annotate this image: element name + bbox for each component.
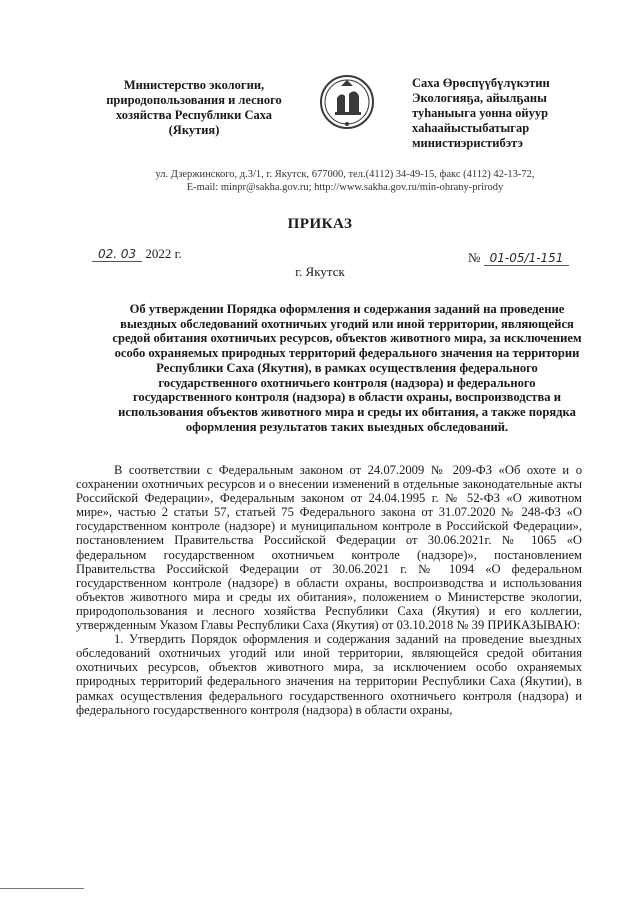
ministry-sah-line-3: туһаныыга уонна ойуур: [412, 106, 549, 120]
handwritten-date: 02. 03: [92, 247, 142, 262]
order-year: 2022 г.: [145, 246, 182, 261]
ministry-address: [110, 168, 580, 194]
order-date: [92, 246, 182, 262]
ministry-name-russian: Министерство экологии, природопользования и лесного хозяйства Республики Саха (Якутия): [106, 78, 282, 137]
address-line: ул. Дзержинского, д.3/1, г. Якутск, 677000, тел.(4112) 34-49-15, факс (4112) 42-13-72,: [155, 169, 535, 180]
order-subject: Об утверждении Порядка оформления и содержания заданий на проведение выездных обследований охотничьих угодий или иной территории, являющейся средой обитания охотничьих ресурсов, объектов животного мира, за исключением особо охраняемых природных территорий федерального значения на территории Республики Саха (Якутия), в рамках осуществления федерального государственного охотничьего контроля (надзора) и федерального государственного контроля (надзора) в области охраны, воспроизводства и использования объектов животного мира и среды их обитания, а также порядка оформления результатов таких выездных обследований.: [112, 302, 582, 434]
ministry-sah-line-4: хаһаайыстыбатыгар: [412, 121, 530, 135]
ministry-sah-line-1: Саха Өрөспүүбүлүкэтин: [412, 76, 550, 90]
contact-line[interactable]: E-mail: minpr@sakha.gov.ru; http://www.sakha.gov.ru/min-ohrany-prirody: [186, 182, 504, 193]
order-title: ПРИКАЗ: [287, 216, 353, 232]
order-body: [76, 463, 582, 717]
handwritten-number: 01-05/1-151: [484, 251, 570, 266]
footer-divider: [0, 888, 84, 889]
republic-sakha-coat-of-arms-icon: [319, 72, 375, 132]
preamble-paragraph: В соответствии с Федеральным законом от 24.07.2009 № 209-ФЗ «Об охоте и о сохранении охотничьих ресурсов и о внесении изменений в отдельные законодательные акты Российской Федерации», Федеральным законом от 24.04.1995 г. № 52-ФЗ «О животном мире», частью 2 статьи 57, статьей 75 Федерального закона от 31.07.2020 № 248-ФЗ «О государственном контроле (надзоре) и муниципальном контроле в Российской Федерации», постановлением Правительства Российской Федерации от 30.06.2021г. № 1065 «О федеральном государственном охотничьем контроле (надзоре)», постановлением Правительства Российской Федерации от 30.06.2021 г. № 1094 «О федеральном государственном контроле (надзоре) в области охраны, воспроизводства и использования объектов животного мира и среды их обитания», положением о Министерстве экологии, природопользования и лесного хозяйства Республики Саха (Якутия) и его коллегии, утвержденным Указом Главы Республики Саха (Якутия) от 03.10.2018 № 39 ПРИКАЗЫВАЮ:: [76, 463, 582, 633]
ministry-name-sakha: [412, 76, 602, 151]
ministry-sah-line-5: министиэристибэтэ: [412, 136, 523, 150]
ministry-sah-line-2: Экологияҕа, айылҕаны: [412, 91, 547, 105]
clause-1-paragraph: 1. Утвердить Порядок оформления и содержания заданий на проведение выездных обследований охотничьих угодий или иной территории, являющейся средой обитания охотничьих ресурсов, объектов животного мира, за исключением особо охраняемых природных территорий федерального значения на территории Республики Саха (Якутии), в рамках осуществления федерального государственного охотничьего контроля (надзора) и федерального государственного контроля (надзора) в области охраны,: [76, 632, 582, 717]
number-sign: №: [468, 250, 481, 265]
order-city: г. Якутск: [295, 264, 345, 279]
